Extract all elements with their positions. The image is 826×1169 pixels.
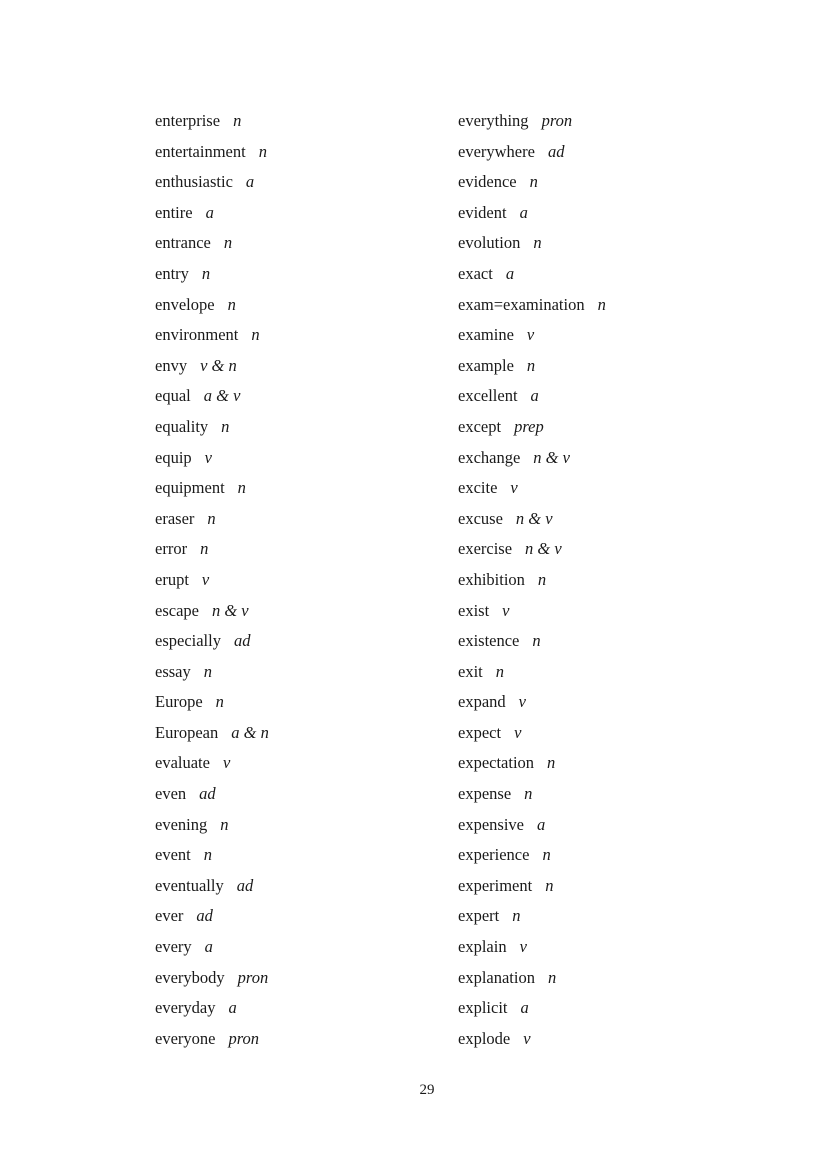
word-entry bbox=[155, 901, 269, 932]
word-entry bbox=[458, 840, 606, 871]
word-entry bbox=[458, 381, 606, 412]
part-of-speech-tag: n bbox=[200, 539, 209, 559]
part-of-speech-tag: v bbox=[514, 722, 522, 742]
word-entry bbox=[155, 412, 269, 443]
word-text: equal bbox=[155, 386, 191, 406]
word-entry bbox=[458, 626, 606, 657]
word-text: experience bbox=[458, 845, 530, 865]
word-text: evident bbox=[458, 202, 507, 222]
word-entry bbox=[458, 963, 606, 994]
word-entry bbox=[458, 443, 606, 474]
word-text: error bbox=[155, 539, 188, 559]
word-entry bbox=[155, 871, 269, 902]
word-entry bbox=[155, 1024, 269, 1055]
part-of-speech-tag: n bbox=[207, 508, 216, 528]
word-text: entire bbox=[155, 202, 193, 222]
word-text: European bbox=[155, 722, 219, 742]
part-of-speech-tag: n bbox=[233, 111, 242, 130]
word-entry bbox=[458, 901, 606, 932]
word-entry bbox=[458, 320, 606, 351]
part-of-speech-tag: n bbox=[227, 294, 236, 314]
word-text: explain bbox=[458, 937, 507, 957]
part-of-speech-tag: n & v bbox=[515, 508, 553, 528]
word-entry bbox=[155, 963, 269, 994]
word-text: enthusiastic bbox=[155, 172, 233, 192]
part-of-speech-tag: n bbox=[512, 906, 521, 926]
word-text: exchange bbox=[458, 447, 521, 467]
part-of-speech-tag: v bbox=[222, 753, 231, 773]
word-entry bbox=[458, 137, 606, 168]
word-list-column-right bbox=[458, 106, 606, 1054]
part-of-speech-tag: n bbox=[203, 661, 212, 681]
word-entry bbox=[155, 718, 269, 749]
word-entry bbox=[155, 596, 269, 627]
word-text: explicit bbox=[458, 998, 508, 1018]
word-text: enterprise bbox=[155, 111, 221, 130]
word-entry bbox=[458, 596, 606, 627]
word-entry bbox=[155, 810, 269, 841]
word-text: every bbox=[155, 937, 192, 957]
word-entry bbox=[155, 932, 269, 963]
word-text: equality bbox=[155, 416, 209, 436]
part-of-speech-tag: v bbox=[510, 478, 518, 498]
part-of-speech-tag: n bbox=[547, 753, 556, 773]
word-entry bbox=[458, 504, 606, 535]
word-entry bbox=[458, 473, 606, 504]
word-text: ever bbox=[155, 906, 184, 926]
word-text: event bbox=[155, 845, 191, 865]
word-text: everybody bbox=[155, 967, 225, 987]
word-text: except bbox=[458, 416, 502, 436]
word-entry bbox=[458, 228, 606, 259]
word-text: envelope bbox=[155, 294, 215, 314]
word-text: excellent bbox=[458, 386, 518, 406]
part-of-speech-tag: a bbox=[205, 202, 214, 222]
word-entry bbox=[155, 657, 269, 688]
part-of-speech-tag: n bbox=[542, 845, 551, 865]
word-entry bbox=[155, 320, 269, 351]
part-of-speech-tag: n bbox=[251, 325, 260, 345]
word-entry bbox=[458, 993, 606, 1024]
word-entry bbox=[155, 381, 269, 412]
word-text: explode bbox=[458, 1028, 511, 1048]
part-of-speech-tag: n bbox=[537, 569, 547, 589]
word-text: expect bbox=[458, 722, 502, 742]
word-entry bbox=[155, 443, 269, 474]
word-entry bbox=[458, 1024, 606, 1055]
word-text: excite bbox=[458, 478, 498, 498]
word-entry bbox=[155, 106, 269, 137]
part-of-speech-tag: n bbox=[221, 416, 230, 436]
word-entry bbox=[155, 228, 269, 259]
part-of-speech-tag: a bbox=[204, 937, 213, 957]
word-entry bbox=[458, 351, 606, 382]
part-of-speech-tag: ad bbox=[547, 141, 565, 161]
word-entry bbox=[155, 626, 269, 657]
word-entry bbox=[155, 137, 269, 168]
word-text: exercise bbox=[458, 539, 513, 559]
part-of-speech-tag: ad bbox=[199, 784, 216, 804]
word-text: experiment bbox=[458, 875, 533, 895]
word-entry bbox=[458, 412, 606, 443]
word-entry bbox=[155, 351, 269, 382]
word-text: expert bbox=[458, 906, 500, 926]
word-text: envy bbox=[155, 355, 188, 375]
part-of-speech-tag: pron bbox=[541, 111, 573, 130]
word-entry bbox=[458, 657, 606, 688]
word-list-column-left bbox=[155, 106, 269, 1054]
part-of-speech-tag: a bbox=[245, 172, 255, 192]
part-of-speech-tag: a bbox=[536, 814, 546, 834]
word-entry bbox=[155, 993, 269, 1024]
word-text: example bbox=[458, 355, 514, 375]
part-of-speech-tag: n bbox=[533, 233, 542, 253]
word-text: environment bbox=[155, 325, 239, 345]
part-of-speech-tag: ad bbox=[236, 875, 254, 895]
word-text: everyone bbox=[155, 1028, 216, 1048]
word-entry bbox=[458, 198, 606, 229]
word-text: evolution bbox=[458, 233, 521, 253]
word-text: evening bbox=[155, 814, 208, 834]
word-text: exist bbox=[458, 600, 490, 620]
word-entry bbox=[458, 106, 606, 137]
word-text: erupt bbox=[155, 569, 189, 589]
word-text: existence bbox=[458, 631, 520, 651]
part-of-speech-tag: a & n bbox=[231, 722, 269, 742]
word-text: equipment bbox=[155, 478, 225, 498]
word-entry bbox=[155, 198, 269, 229]
part-of-speech-tag: a bbox=[520, 998, 529, 1018]
part-of-speech-tag: pron bbox=[237, 967, 269, 987]
part-of-speech-tag: v bbox=[201, 569, 210, 589]
part-of-speech-tag: n bbox=[215, 692, 224, 712]
part-of-speech-tag: v bbox=[523, 1028, 531, 1048]
part-of-speech-tag: n bbox=[545, 875, 554, 895]
word-text: everywhere bbox=[458, 141, 535, 161]
part-of-speech-tag: v bbox=[502, 600, 510, 620]
word-entry bbox=[155, 534, 269, 565]
word-entry bbox=[458, 871, 606, 902]
page-number: 29 bbox=[419, 1082, 435, 1098]
word-entry bbox=[458, 167, 606, 198]
word-entry bbox=[458, 565, 606, 596]
word-entry bbox=[458, 748, 606, 779]
word-text: exact bbox=[458, 263, 493, 283]
part-of-speech-tag: n bbox=[237, 478, 246, 498]
part-of-speech-tag: n bbox=[547, 967, 557, 987]
word-text: even bbox=[155, 784, 187, 804]
word-entry bbox=[155, 504, 269, 535]
word-entry bbox=[155, 687, 269, 718]
part-of-speech-tag: n & v bbox=[211, 600, 249, 620]
word-text: evidence bbox=[458, 172, 517, 192]
word-text: everything bbox=[458, 111, 529, 130]
part-of-speech-tag: v bbox=[204, 447, 212, 467]
part-of-speech-tag: n bbox=[223, 233, 233, 253]
word-entry bbox=[458, 718, 606, 749]
part-of-speech-tag: v & n bbox=[200, 355, 237, 375]
part-of-speech-tag: n bbox=[258, 141, 267, 161]
word-entry bbox=[458, 290, 606, 321]
word-text: everyday bbox=[155, 998, 216, 1018]
word-text: Europe bbox=[155, 692, 203, 712]
word-entry bbox=[458, 779, 606, 810]
part-of-speech-tag: n & v bbox=[525, 539, 562, 559]
word-text: expensive bbox=[458, 814, 524, 834]
part-of-speech-tag: n bbox=[526, 355, 536, 375]
word-text: entertainment bbox=[155, 141, 246, 161]
part-of-speech-tag: n bbox=[532, 631, 541, 651]
word-entry bbox=[155, 840, 269, 871]
part-of-speech-tag: v bbox=[518, 692, 526, 712]
word-entry bbox=[458, 932, 606, 963]
word-entry bbox=[155, 167, 269, 198]
part-of-speech-tag: n bbox=[220, 814, 229, 834]
part-of-speech-tag: n bbox=[201, 263, 211, 283]
part-of-speech-tag: a bbox=[530, 386, 539, 406]
word-text: equip bbox=[155, 447, 192, 467]
word-text: expand bbox=[458, 692, 506, 712]
part-of-speech-tag: n bbox=[495, 661, 504, 681]
part-of-speech-tag: pron bbox=[228, 1028, 260, 1048]
part-of-speech-tag: n & v bbox=[533, 447, 570, 467]
word-entry bbox=[458, 534, 606, 565]
word-text: eventually bbox=[155, 875, 224, 895]
word-text: eraser bbox=[155, 508, 195, 528]
part-of-speech-tag: a bbox=[505, 263, 515, 283]
word-entry bbox=[155, 473, 269, 504]
word-entry bbox=[155, 259, 269, 290]
word-entry bbox=[155, 779, 269, 810]
part-of-speech-tag: n bbox=[597, 294, 606, 314]
word-text: expectation bbox=[458, 753, 535, 773]
word-text: escape bbox=[155, 600, 199, 620]
part-of-speech-tag: n bbox=[529, 172, 538, 192]
part-of-speech-tag: n bbox=[524, 784, 533, 804]
word-text: excuse bbox=[458, 508, 503, 528]
word-text: explanation bbox=[458, 967, 535, 987]
word-text: expense bbox=[458, 784, 512, 804]
word-text: especially bbox=[155, 631, 221, 651]
word-entry bbox=[155, 748, 269, 779]
word-entry bbox=[458, 810, 606, 841]
word-text: evaluate bbox=[155, 753, 210, 773]
part-of-speech-tag: a & v bbox=[203, 386, 241, 406]
word-entry bbox=[458, 687, 606, 718]
word-text: exhibition bbox=[458, 569, 525, 589]
word-text: examine bbox=[458, 325, 514, 345]
word-entry bbox=[155, 290, 269, 321]
word-text: entry bbox=[155, 263, 189, 283]
part-of-speech-tag: v bbox=[519, 937, 527, 957]
word-entry bbox=[155, 565, 269, 596]
part-of-speech-tag: ad bbox=[196, 906, 213, 926]
word-text: exam=examination bbox=[458, 294, 585, 314]
part-of-speech-tag: a bbox=[519, 202, 528, 222]
word-text: entrance bbox=[155, 233, 211, 253]
word-text: essay bbox=[155, 661, 191, 681]
part-of-speech-tag: prep bbox=[514, 416, 544, 436]
part-of-speech-tag: ad bbox=[233, 631, 251, 651]
part-of-speech-tag: n bbox=[203, 845, 212, 865]
word-text: exit bbox=[458, 661, 483, 681]
word-entry bbox=[458, 259, 606, 290]
part-of-speech-tag: v bbox=[526, 325, 535, 345]
part-of-speech-tag: a bbox=[228, 998, 237, 1018]
